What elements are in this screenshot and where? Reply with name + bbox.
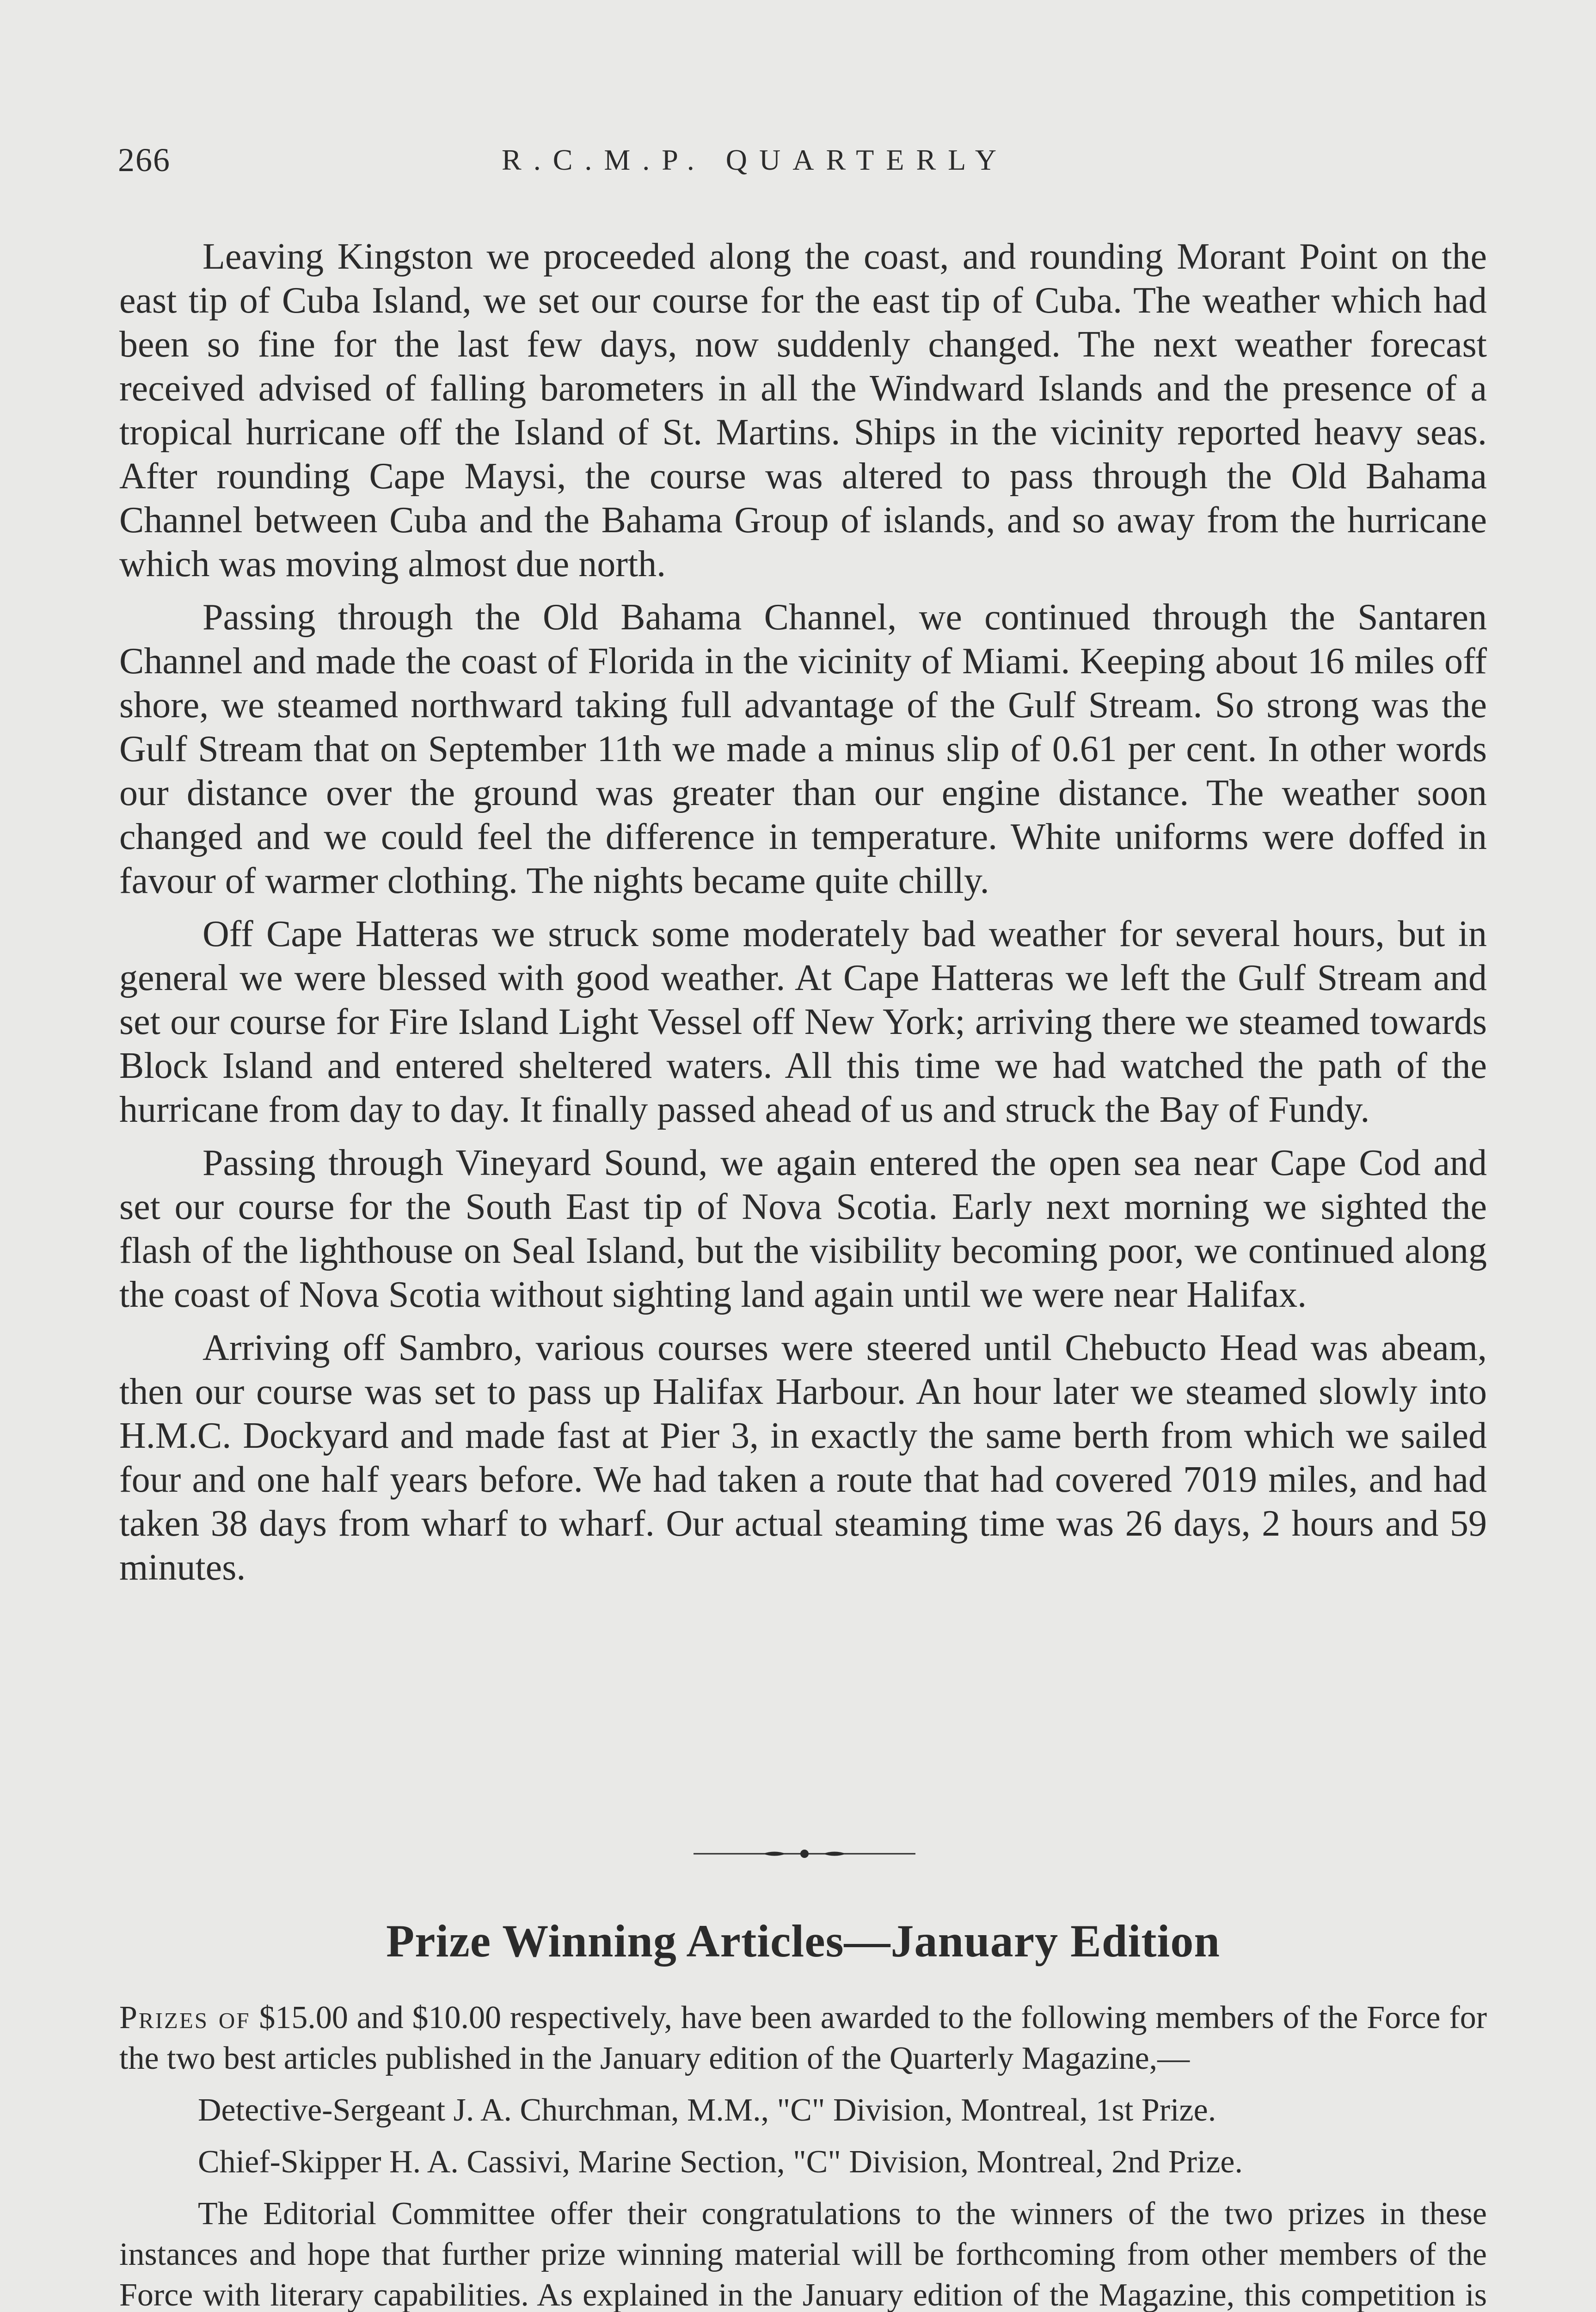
prize-announcement [119, 1998, 1487, 2312]
winner-second-prize: Chief-Skipper H. A. Cassivi, Marine Section, "C" Division, Montreal, 2nd Prize. [198, 2144, 1243, 2180]
page-number: 266 [118, 141, 171, 178]
prize-intro-paragraph [119, 1998, 1487, 2079]
journal-title: R.C.M.P. QUARTERLY [502, 143, 1009, 176]
winner-first-prize: Detective-Sergeant J. A. Churchman, M.M., "C" Division, Montreal, 1st Prize. [198, 2092, 1216, 2128]
article-body [119, 235, 1487, 1599]
prize-intro-text: $15.00 and $10.00 respectively, have been awarded to the following members of the Force for the two best articles published in the January edition of the Quarterly Magazine,— [119, 2000, 1487, 2076]
paragraph-leaving-kingston: Leaving Kingston we proceeded along the coast, and rounding Morant Point on the east tip of Cuba Island, we set our course for the east tip of Cuba. The weather which had been so fine for the last few days, now suddenly changed. The next weather forecast received advised of falling barometers in all the Windward Islands and the presence of a tropical hurricane off the Island of St. Martins. Ships in the vicinity reported heavy seas. After rounding Cape Maysi, the course was altered to pass through the Old Bahama Channel between Cuba and the Bahama Group of islands, and so away from the hurricane which was moving almost due north. [119, 236, 1487, 584]
section-heading: Prize Winning Articles—January Edition [386, 1915, 1220, 1967]
running-head [118, 141, 1486, 192]
paragraph-arriving-sambro: Arriving off Sambro, various courses were steered until Chebucto Head was abeam, then our course was set to pass up Halifax Harbour. An hour later we steamed slowly into H.M.C. Dockyard and made fast at Pier 3, in exactly the same berth from which we sailed four and one half years before. We had taken a route that had covered 7019 miles, and had taken 38 days from wharf to wharf. Our actual steaming time was 26 days, 2 hours and 59 minutes. [119, 1328, 1487, 1588]
section-divider-ornament [694, 1847, 915, 1861]
paragraph-old-bahama-channel: Passing through the Old Bahama Channel, we continued through the Santaren Channel and made the coast of Florida in the vicinity of Miami. Keeping about 16 miles off shore, we steamed northward taking full advantage of the Gulf Stream. So strong was the Gulf Stream that on September 11th we made a minus slip of 0.61 per cent. In other words our distance over the ground was greater than our engine distance. The weather soon changed and we could feel the difference in temperature. White uniforms were doffed in favour of warmer clothing. The nights became quite chilly. [119, 597, 1487, 901]
prize-closing-paragraph: The Editorial Committee offer their congratulations to the winners of the two prizes in these instances and hope that further prize winning material will be forthcoming from other members of the Force with literary capabilities. As explained in the January edition of the Magazine, this competition is [119, 2196, 1487, 2312]
paragraph-vineyard-sound: Passing through Vineyard Sound, we again entered the open sea near Cape Cod and set our course for the South East tip of Nova Scotia. Early next morning we sighted the flash of the lighthouse on Seal Island, but the visibility becoming poor, we continued along the coast of Nova Scotia without sighting land again until we were near Halifax. [119, 1143, 1487, 1315]
prize-intro-lead: Prizes of [119, 2000, 251, 2035]
paragraph-cape-hatteras: Off Cape Hatteras we struck some moderately bad weather for several hours, but in general we were blessed with good weather. At Cape Hatteras we left the Gulf Stream and set our course for Fire Island Light Vessel off New York; arriving there we steamed towards Block Island and entered sheltered waters. All this time we had watched the path of the hurricane from day to day. It finally passed ahead of us and struck the Bay of Fundy. [119, 914, 1487, 1130]
